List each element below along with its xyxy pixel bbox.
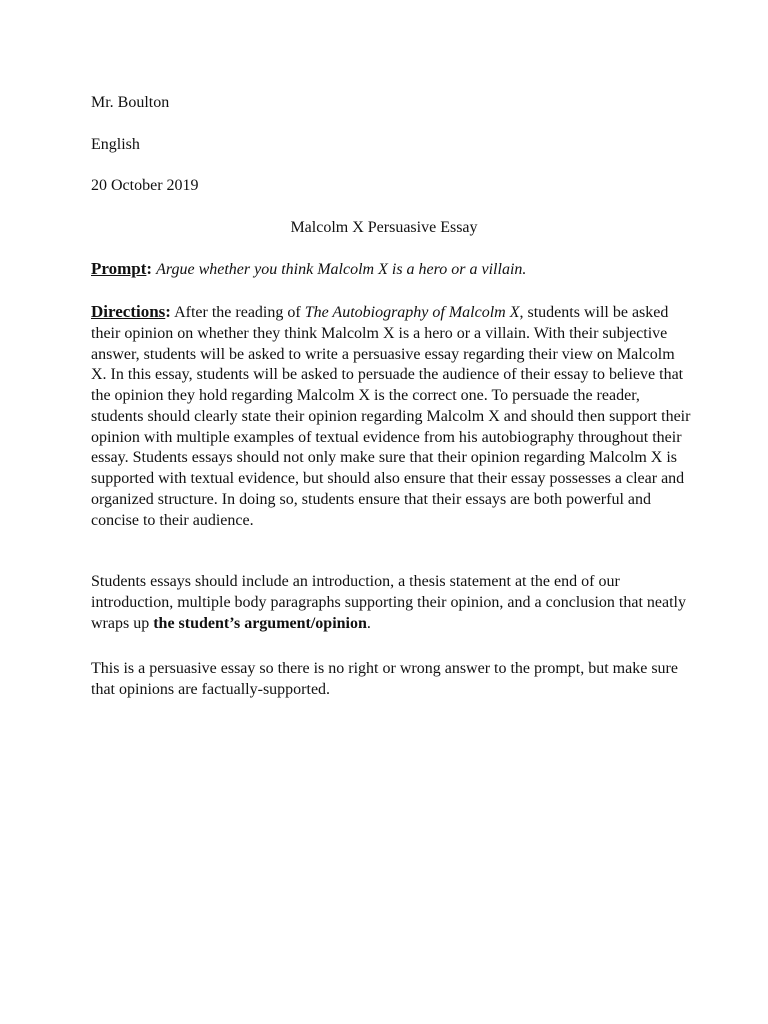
directions-label: Directions	[91, 302, 166, 321]
prompt-paragraph	[91, 259, 691, 281]
structure-text-after: .	[366, 614, 371, 632]
directions-text-before: After the reading of	[170, 304, 305, 321]
prompt-text: Argue whether you think Malcolm X is a hero or a villain.	[156, 261, 527, 278]
directions-colon: :	[165, 302, 171, 321]
prompt-colon: :	[146, 259, 153, 278]
document-date: 20 October 2019	[91, 177, 199, 194]
book-title: The Autobiography of Malcolm X	[304, 304, 520, 321]
structure-text-before: Students essays should include an introduction, a thesis statement at the end of our introduction, multiple body paragraphs supporting their opinion, and a conclusion that neatly wraps up	[91, 573, 686, 632]
structure-paragraph	[91, 572, 691, 634]
document-title: Malcolm X Persuasive Essay	[290, 219, 478, 236]
closing-paragraph: This is a persuasive essay so there is no right or wrong answer to the prompt, but make sure that opinions are factually-supported.	[91, 660, 678, 698]
structure-bold-text: the student’s argument/opinion	[153, 614, 367, 632]
directions-text-after: , students will be asked their opinion on whether they think Malcolm X is a hero or a villain. With their subjective answer, students will be asked to write a persuasive essay regarding their view on Malcolm X. In this essay, students will be asked to persuade the audience of their essay to believe that the opinion they hold regarding Malcolm X is the correct one. To persuade the reader, students should clearly state their opinion regarding Malcolm X and should then support their opinion with multiple examples of textual evidence from his autobiography throughout their essay. Students essays should not only make sure that their opinion regarding Malcolm X is supported with textual evidence, but should also ensure that their essay possesses a clear and organized structure. In doing so, students ensure that their essays are both powerful and concise to their audience.	[91, 304, 691, 529]
subject-name: English	[91, 136, 140, 153]
teacher-name: Mr. Boulton	[91, 94, 170, 111]
prompt-label: Prompt	[91, 259, 147, 278]
directions-paragraph	[91, 302, 691, 531]
